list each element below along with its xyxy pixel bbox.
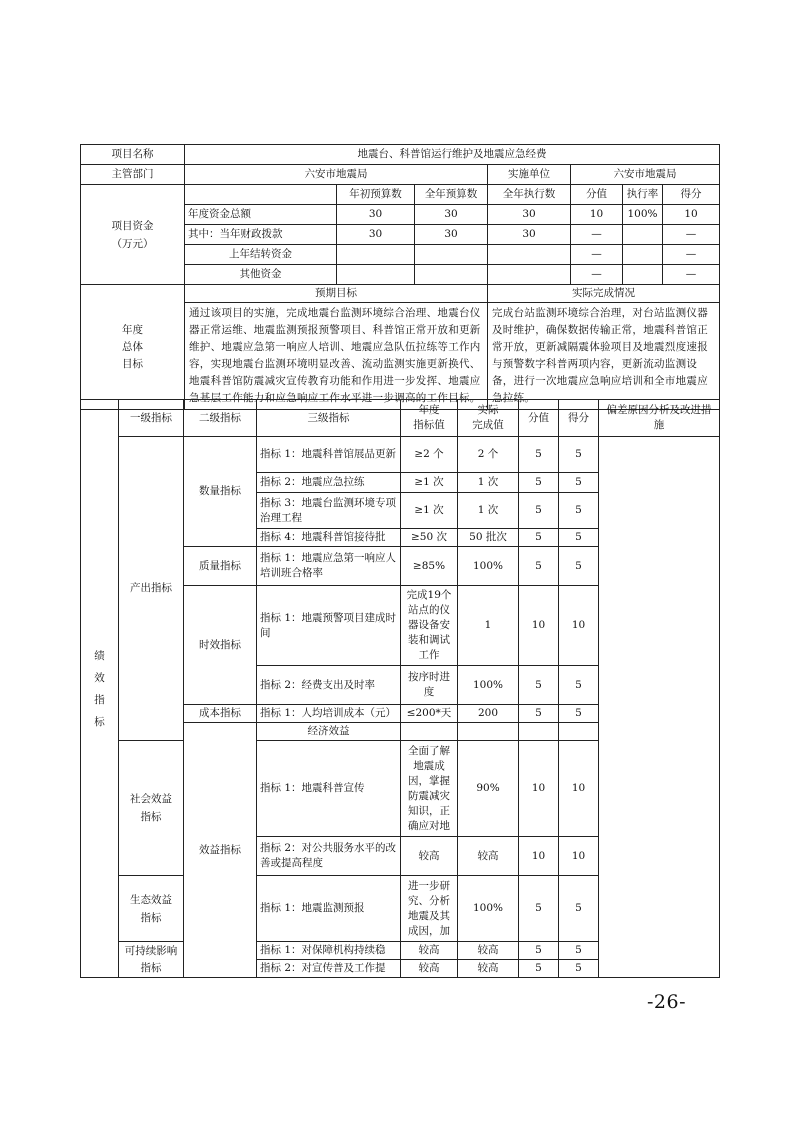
economic-empty <box>401 723 458 741</box>
col-header-l2: 二级指标 <box>184 400 257 437</box>
indicator-name: 指标 2：地震应急拉练 <box>257 473 401 493</box>
indicator-actual: 100% <box>458 666 519 705</box>
dept-label: 主管部门 <box>81 165 185 185</box>
col-header-score: 分值 <box>519 400 559 437</box>
funds-cell <box>337 245 415 265</box>
quality-label: 质量指标 <box>184 547 257 586</box>
funds-header: 得分 <box>663 185 720 205</box>
funds-cell: 30 <box>415 225 488 245</box>
indicator-target: 按序时进度 <box>401 666 458 705</box>
col-header-got: 得分 <box>559 400 599 437</box>
col-header-l3: 三级指标 <box>257 400 401 437</box>
goals-expected-text: 通过该项目的实施，完成地震台监测环境综合治理、地震台仪器正常运维、地震监测预报预警项目、科普馆正常开放和更新维护、地震应急第一响应人培训、地震应急队伍拉练等工作内容，实现地震台监测环境明显改善、流动监测实施更新换代、地震科普馆防震减灾宣传教育功能和作用进一步发挥、地震应急基层工作能力和应急响应工作水平进一步调高的工作目标。 <box>185 303 488 410</box>
eco-label: 生态效益 指标 <box>119 876 184 942</box>
indicator-target: 较高 <box>401 960 458 978</box>
funds-header: 全年执行数 <box>488 185 571 205</box>
performance-table <box>80 399 720 978</box>
indicator-score: 5 <box>519 493 559 529</box>
indicator-name: 指标 2：对公共服务水平的改善或提高程度 <box>257 837 401 876</box>
perf-label: 绩 效 指 标 <box>81 400 119 978</box>
indicator-got: 5 <box>559 876 599 942</box>
project-name-label: 项目名称 <box>81 145 185 165</box>
indicator-got: 10 <box>559 741 599 837</box>
indicator-target: ≥1 次 <box>401 473 458 493</box>
funds-cell <box>488 265 571 285</box>
indicator-score: 10 <box>519 741 559 837</box>
indicator-target: 全面了解地震成因，掌握防震减灾知识，正确应对地 <box>401 741 458 837</box>
indicator-got: 5 <box>559 942 599 960</box>
indicator-score: 5 <box>519 529 559 547</box>
funds-cell: — <box>571 225 623 245</box>
economic-empty <box>458 723 519 741</box>
indicator-name: 指标 1：地震科普馆展品更新 <box>257 437 401 473</box>
indicator-target: 完成19个站点的仪器设备安装和调试工作 <box>401 586 458 666</box>
indicator-score: 5 <box>519 876 559 942</box>
indicator-target: 较高 <box>401 942 458 960</box>
quantity-label: 数量指标 <box>184 437 257 547</box>
indicator-name: 指标 3：地震台监测环境专项治理工程 <box>257 493 401 529</box>
indicator-score: 10 <box>519 837 559 876</box>
project-info-table <box>80 144 720 410</box>
indicator-actual: 50 批次 <box>458 529 519 547</box>
indicator-name: 指标 1：地震科普宣传 <box>257 741 401 837</box>
goals-label: 年度 总体 目标 <box>81 285 185 410</box>
indicator-got: 5 <box>559 960 599 978</box>
funds-cell <box>337 265 415 285</box>
indicator-name: 指标 1：地震预警项目建成时间 <box>257 586 401 666</box>
funds-header: 分值 <box>571 185 623 205</box>
indicator-target: ≥1 次 <box>401 493 458 529</box>
funds-row-label: 上年结转资金 <box>185 245 337 265</box>
funds-cell: 30 <box>415 205 488 225</box>
funds-cell: 30 <box>337 205 415 225</box>
timeliness-label: 时效指标 <box>184 586 257 705</box>
indicator-target: ≥2 个 <box>401 437 458 473</box>
col-header-note: 偏差原因分析及改进措施 <box>599 400 720 437</box>
indicator-target: ≤200*天 <box>401 705 458 723</box>
indicator-actual: 1 次 <box>458 493 519 529</box>
indicator-got: 10 <box>559 837 599 876</box>
indicator-score: 10 <box>519 586 559 666</box>
economic-empty <box>559 723 599 741</box>
economic-label: 经济效益 <box>257 723 401 741</box>
funds-cell: — <box>663 225 720 245</box>
indicator-got: 5 <box>559 493 599 529</box>
indicator-actual: 90% <box>458 741 519 837</box>
funds-label: 项目资金 （万元） <box>81 185 185 285</box>
col-header-actual: 实际 完成值 <box>458 400 519 437</box>
indicator-score: 5 <box>519 942 559 960</box>
funds-cell <box>623 245 663 265</box>
indicator-got: 10 <box>559 586 599 666</box>
indicator-actual: 较高 <box>458 942 519 960</box>
funds-cell <box>415 245 488 265</box>
indicator-actual: 较高 <box>458 960 519 978</box>
funds-header-blank <box>185 185 337 205</box>
funds-cell: 100% <box>623 205 663 225</box>
funds-cell: 30 <box>488 205 571 225</box>
indicator-actual: 2 个 <box>458 437 519 473</box>
col-header-target: 年度 指标值 <box>401 400 458 437</box>
funds-row-label: 其他资金 <box>185 265 337 285</box>
indicator-got: 5 <box>559 473 599 493</box>
indicator-got: 5 <box>559 547 599 586</box>
indicator-actual: 1 <box>458 586 519 666</box>
indicator-target: 较高 <box>401 837 458 876</box>
funds-cell: — <box>663 265 720 285</box>
funds-header: 年初预算数 <box>337 185 415 205</box>
funds-cell <box>415 265 488 285</box>
project-name-value: 地震台、科普馆运行维护及地震应急经费 <box>185 145 720 165</box>
benefit-label: 效益指标 <box>184 723 257 978</box>
indicator-score: 5 <box>519 437 559 473</box>
indicator-got: 5 <box>559 529 599 547</box>
indicator-name: 指标 1：地震应急第一响应人培训班合格率 <box>257 547 401 586</box>
indicator-score: 5 <box>519 705 559 723</box>
indicator-score: 5 <box>519 473 559 493</box>
cost-label: 成本指标 <box>184 705 257 723</box>
deviation-note <box>599 437 720 978</box>
indicator-target: ≥85% <box>401 547 458 586</box>
impl-label: 实施单位 <box>488 165 571 185</box>
col-header-l1: 一级指标 <box>119 400 184 437</box>
indicator-got: 5 <box>559 437 599 473</box>
funds-cell: 30 <box>488 225 571 245</box>
page-number: -26- <box>647 991 687 1013</box>
indicator-target: 进一步研究、分析地震及其成因，加 <box>401 876 458 942</box>
output-label: 产出指标 <box>119 437 184 741</box>
goals-actual-text: 完成台站监测环境综合治理，对台站监测仪器及时维护，确保数据传输正常，地震科普馆正常开放，更新减隔震体验项目及地震烈度速报与预警数字科普两项内容，更新流动监测设备，进行一次地震应急响应培训和全市地震应急拉练。 <box>488 303 720 410</box>
funds-cell <box>488 245 571 265</box>
funds-header: 执行率 <box>623 185 663 205</box>
indicator-score: 5 <box>519 666 559 705</box>
funds-cell <box>623 225 663 245</box>
social-label: 社会效益 指标 <box>119 741 184 876</box>
indicator-got: 5 <box>559 666 599 705</box>
indicator-actual: 200 <box>458 705 519 723</box>
indicator-name: 指标 1：地震监测预报 <box>257 876 401 942</box>
indicator-target: ≥50 次 <box>401 529 458 547</box>
goals-expected-header: 预期目标 <box>185 285 488 303</box>
goals-actual-header: 实际完成情况 <box>488 285 720 303</box>
funds-cell: 10 <box>663 205 720 225</box>
indicator-name: 指标 1：人均培训成本（元） <box>257 705 401 723</box>
indicator-name: 指标 2：经费支出及时率 <box>257 666 401 705</box>
indicator-actual: 100% <box>458 876 519 942</box>
indicator-name: 指标 1：对保障机构持续稳 <box>257 942 401 960</box>
sustain-label: 可持续影响 指标 <box>119 942 184 978</box>
funds-header: 全年预算数 <box>415 185 488 205</box>
funds-cell: — <box>571 265 623 285</box>
indicator-actual: 1 次 <box>458 473 519 493</box>
funds-cell: — <box>663 245 720 265</box>
indicator-actual: 100% <box>458 547 519 586</box>
indicator-score: 5 <box>519 960 559 978</box>
funds-cell: 30 <box>337 225 415 245</box>
impl-value: 六安市地震局 <box>571 165 720 185</box>
funds-row-label: 其中：当年财政拨款 <box>185 225 337 245</box>
dept-value: 六安市地震局 <box>185 165 488 185</box>
indicator-actual: 较高 <box>458 837 519 876</box>
indicator-score: 5 <box>519 547 559 586</box>
economic-empty <box>519 723 559 741</box>
funds-cell: 10 <box>571 205 623 225</box>
funds-cell <box>623 265 663 285</box>
indicator-name: 指标 2：对宣传普及工作提 <box>257 960 401 978</box>
funds-row-label: 年度资金总额 <box>185 205 337 225</box>
indicator-got: 5 <box>559 705 599 723</box>
indicator-name: 指标 4：地震科普馆接待批 <box>257 529 401 547</box>
funds-cell: — <box>571 245 623 265</box>
